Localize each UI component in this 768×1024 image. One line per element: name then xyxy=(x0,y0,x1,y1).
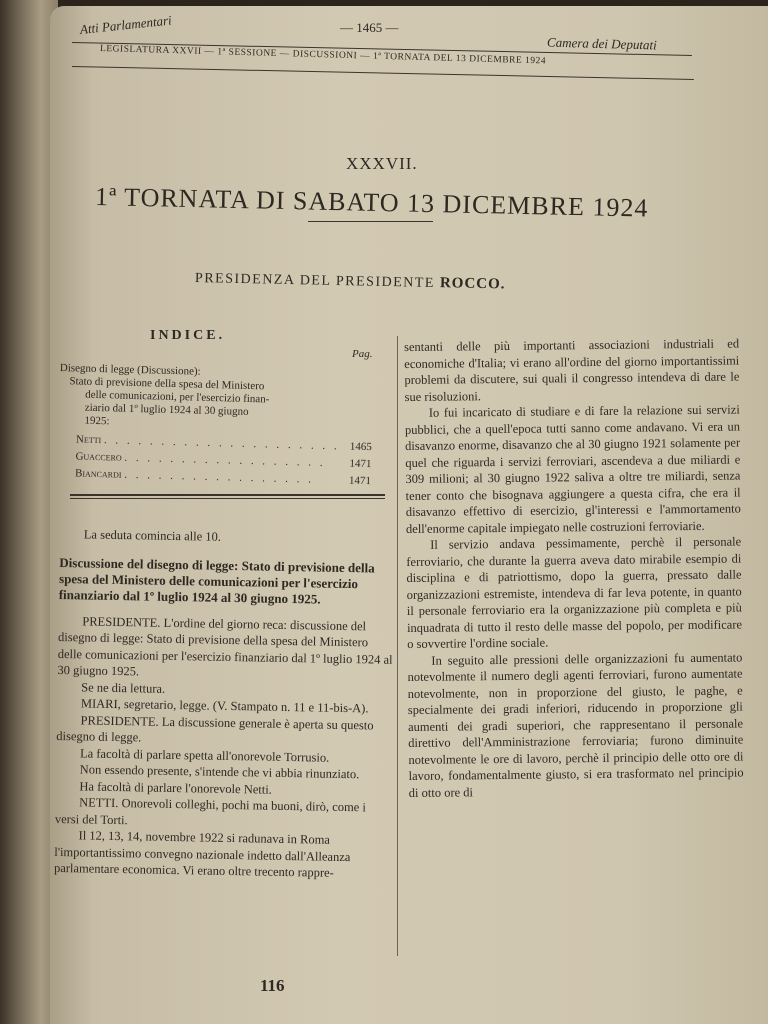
paragraph: La seduta comincia alle 10. xyxy=(83,527,222,544)
header-subline: LEGISLATURA XXVII — 1ª SESSIONE — DISCUSSIONI — 1ª TORNATA DEL 13 DICEMBRE 1924 xyxy=(99,44,547,67)
index-speaker-name: Netti xyxy=(75,433,102,447)
paragraph: MIARI, segretario, legge. (V. Stampato n. 11 e 11-bis-A). xyxy=(80,696,369,716)
index-speaker-page: 1471 xyxy=(348,474,372,488)
presidency-line xyxy=(195,270,506,294)
paragraph: sentanti delle più importanti associazioni industriali ed economiche d'Italia; vi erano all'ordine del giorno importantissimi problemi da discutere, sui quali il congresso intendeva di dare le sue risoluzioni. xyxy=(404,336,740,404)
paragraph: Il servizio andava pessimamente, perchè il personale ferroviario, che durante la guerra aveva dato mirabile esempio di disciplina e di patriottismo, dopo la guerra, pressato dalle organizzazioni estremiste, intendeva di far leva potente, in quanto il personale ferroviario era la organizzazione più completa e più inquadrata di tutto il resto delle masse del popolo, per modificare o sovvertire l'ordine sociale. xyxy=(406,534,743,651)
index-speaker-row: Guaccero . . . . . . . . . . . . . . . . . . 1471 xyxy=(75,450,372,471)
index-rule-top xyxy=(70,494,385,496)
paragraph: Il 12, 13, 14, novembre 1922 si radunava in Roma l'importantissimo convegno nazionale indetto dall'Alleanza parlamentare economica. Vi erano oltre trecento rappre- xyxy=(53,828,351,880)
paragraph: In seguito alle pressioni delle organizzazioni fu aumentato notevolmente il numero degli agenti ferroviari, furono aumentate notevolmente, non in proporzione del giusto, le paghe, e specialmente dei gradi inferiori, riducendo in proporzione gli aumenti dei gradi superiori, che rappresentano il personale direttivo dell'Amministrazione ferroviaria; furono diminuite notevolmente le ore di lavoro, perchè il principio delle otto ore di lavoro, fondamentalmente giusto, si era trasformato nel principio di otto ore di xyxy=(407,649,744,800)
document-page xyxy=(50,6,768,1024)
index-heading: INDICE. xyxy=(150,328,226,343)
index-bill-desc-line: delle comunicazioni, per l'esercizio finan- xyxy=(84,388,270,406)
index-rule-bottom xyxy=(70,498,385,499)
index-pag-label: Pag. xyxy=(352,348,373,360)
right-column xyxy=(404,335,744,800)
session-number: XXXVII. xyxy=(346,154,418,173)
header-rule-bottom xyxy=(72,66,694,80)
index-speaker-page: 1471 xyxy=(349,457,372,471)
paragraph: NETTI. Onorevoli colleghi, pochi ma buoni, dirò, come i versi del Torti. xyxy=(54,795,367,827)
index-bill-desc-line: ziario dal 1º luglio 1924 al 30 giugno xyxy=(84,401,249,418)
index-speaker-row: Netti . . . . . . . . . . . . . . . . . . . . . 1465 xyxy=(75,433,373,454)
index-speaker-name: Biancardi xyxy=(74,467,122,481)
paragraph: Non essendo presente, s'intende che vi abbia rinunziato. xyxy=(79,762,360,782)
discussion-heading: Discussione del disegno di legge: Stato di previsione della spesa del Ministero delle comunicazioni per l'esercizio finanziario dal 1º luglio 1924 al 30 giugno 1925. xyxy=(58,554,375,607)
page-number: 116 xyxy=(260,976,285,995)
header-page-number: — 1465 — xyxy=(340,20,399,35)
index-speaker-row: Biancardi . . . . . . . . . . . . . . . . . 1471 xyxy=(74,467,372,488)
header-left: Atti Parlamentari xyxy=(79,12,173,37)
column-divider xyxy=(397,336,398,956)
paragraph: PRESIDENTE. La discussione generale è aperta su questo disegno di legge. xyxy=(56,712,374,745)
paragraph: Se ne dia lettura. xyxy=(81,679,166,696)
index-bill-label: Disegno di legge (Discussione): xyxy=(59,362,201,378)
left-column xyxy=(54,526,395,882)
index-bill-desc-line: 1925: xyxy=(84,414,110,428)
index-speaker-name: Guaccero xyxy=(75,450,122,464)
presidency-text: PRESIDENZA DEL PRESIDENTE xyxy=(194,271,436,292)
page-title: 1ª TORNATA DI SABATO 13 DICEMBRE 1924 xyxy=(94,182,649,223)
index-bill-desc-line: Stato di previsione della spesa del Ministero xyxy=(69,375,265,393)
index-entries xyxy=(57,362,380,488)
paragraph: Ha facoltà di parlare l'onorevole Netti. xyxy=(79,778,273,797)
header-right: Camera dei Deputati xyxy=(546,34,657,53)
paragraph: Io fui incaricato di studiare e di fare la relazione sui servizi pubblici, che a quell'epoca tutti sanno come andavano. Vi era un disavanzo enorme, disavanzo che al 30 giugno 1921 solamente per quel che riguarda i servizi ferroviari, ascendeva a due miliardi e 309 milioni; al 30 giugno 1922 saliva a oltre tre miliardi, senza tener conto che bisognava aggiungere a questa cifra, che era il disavanzo effettivo di esercizio, gl'interessi e l'ammortamento dell'enorme capitale impiegato nelle costruzioni ferroviarie. xyxy=(404,402,741,536)
paragraph: PRESIDENTE. L'ordine del giorno reca: discussione del disegno di legge: Stato di previsione della spesa del Ministero delle comunicazioni per l'esercizio finanziario dal 1º luglio 1924 al 30 giugno 1925. xyxy=(57,613,393,679)
index-speaker-page: 1465 xyxy=(349,440,373,454)
president-name: ROCCO. xyxy=(439,275,506,293)
title-underline xyxy=(308,221,433,222)
paragraph: La facoltà di parlare spetta all'onorevole Torrusio. xyxy=(79,745,330,765)
